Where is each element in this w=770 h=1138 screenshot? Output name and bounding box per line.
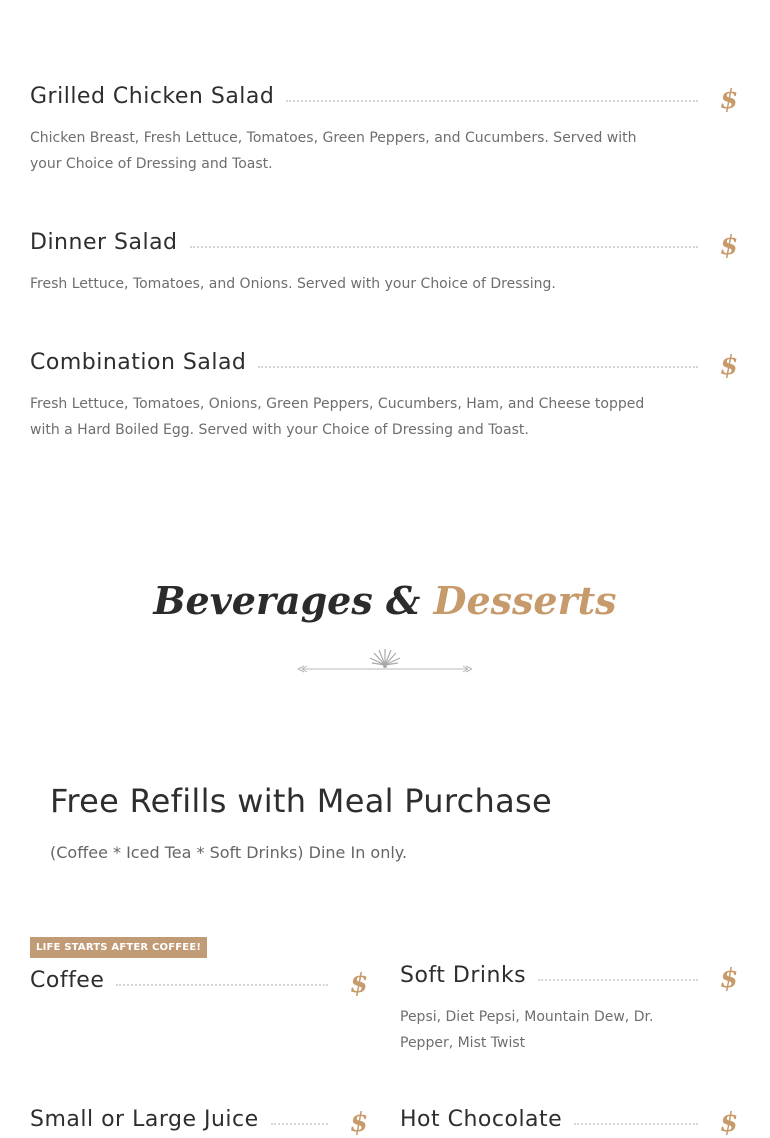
dotted-leader — [271, 1123, 328, 1125]
section-title-main: Beverages & — [153, 578, 434, 623]
item-name: Small or Large Juice — [30, 1106, 259, 1132]
item-name: Soft Drinks — [400, 962, 527, 988]
item-price: $ — [350, 969, 369, 999]
dotted-leader — [258, 366, 698, 368]
menu-item-soft-drinks — [400, 960, 739, 1056]
item-name: Dinner Salad — [30, 229, 178, 255]
dotted-leader — [116, 984, 328, 986]
coffee-badge: LIFE STARTS AFTER COFFEE! — [30, 937, 207, 958]
menu-item-hot-chocolate — [400, 1104, 739, 1138]
item-description: Fresh Lettuce, Tomatoes, and Onions. Served with your Choice of Dressing. — [30, 276, 556, 292]
section-title-accent: Desserts — [433, 578, 617, 623]
menu-item-combination-salad — [30, 347, 739, 443]
item-price: $ — [720, 964, 739, 994]
item-description: Chicken Breast, Fresh Lettuce, Tomatoes, Green Peppers, and Cucumbers. Served with your Choice of Dressing and Toast. — [30, 130, 637, 172]
menu-item-dinner-salad — [30, 227, 739, 297]
item-name: Coffee — [30, 967, 105, 993]
dotted-leader — [574, 1123, 698, 1125]
refills-note: (Coffee * Iced Tea * Soft Drinks) Dine In only. — [50, 843, 408, 862]
item-price: $ — [720, 85, 739, 115]
item-name: Combination Salad — [30, 349, 247, 375]
section-title — [0, 578, 770, 623]
item-name: Grilled Chicken Salad — [30, 83, 275, 109]
item-price: $ — [720, 231, 739, 261]
refills-title: Free Refills with Meal Purchase — [50, 782, 552, 820]
ornamental-fan-divider-icon — [296, 645, 474, 681]
menu-item-coffee — [30, 965, 369, 999]
dotted-leader — [286, 100, 698, 102]
menu-item-juice — [30, 1104, 369, 1138]
dotted-leader — [190, 246, 698, 248]
item-price: $ — [720, 1108, 739, 1138]
dotted-leader — [538, 979, 698, 981]
item-description: Fresh Lettuce, Tomatoes, Onions, Green Peppers, Cucumbers, Ham, and Cheese topped with a Hard Boiled Egg. Served with your Choice of Dressing and Toast. — [30, 396, 645, 438]
item-price: $ — [350, 1108, 369, 1138]
item-price: $ — [720, 351, 739, 381]
item-name: Hot Chocolate — [400, 1106, 563, 1132]
menu-item-grilled-chicken-salad — [30, 81, 739, 177]
item-description: Pepsi, Diet Pepsi, Mountain Dew, Dr. Pepper, Mist Twist — [400, 1009, 654, 1051]
